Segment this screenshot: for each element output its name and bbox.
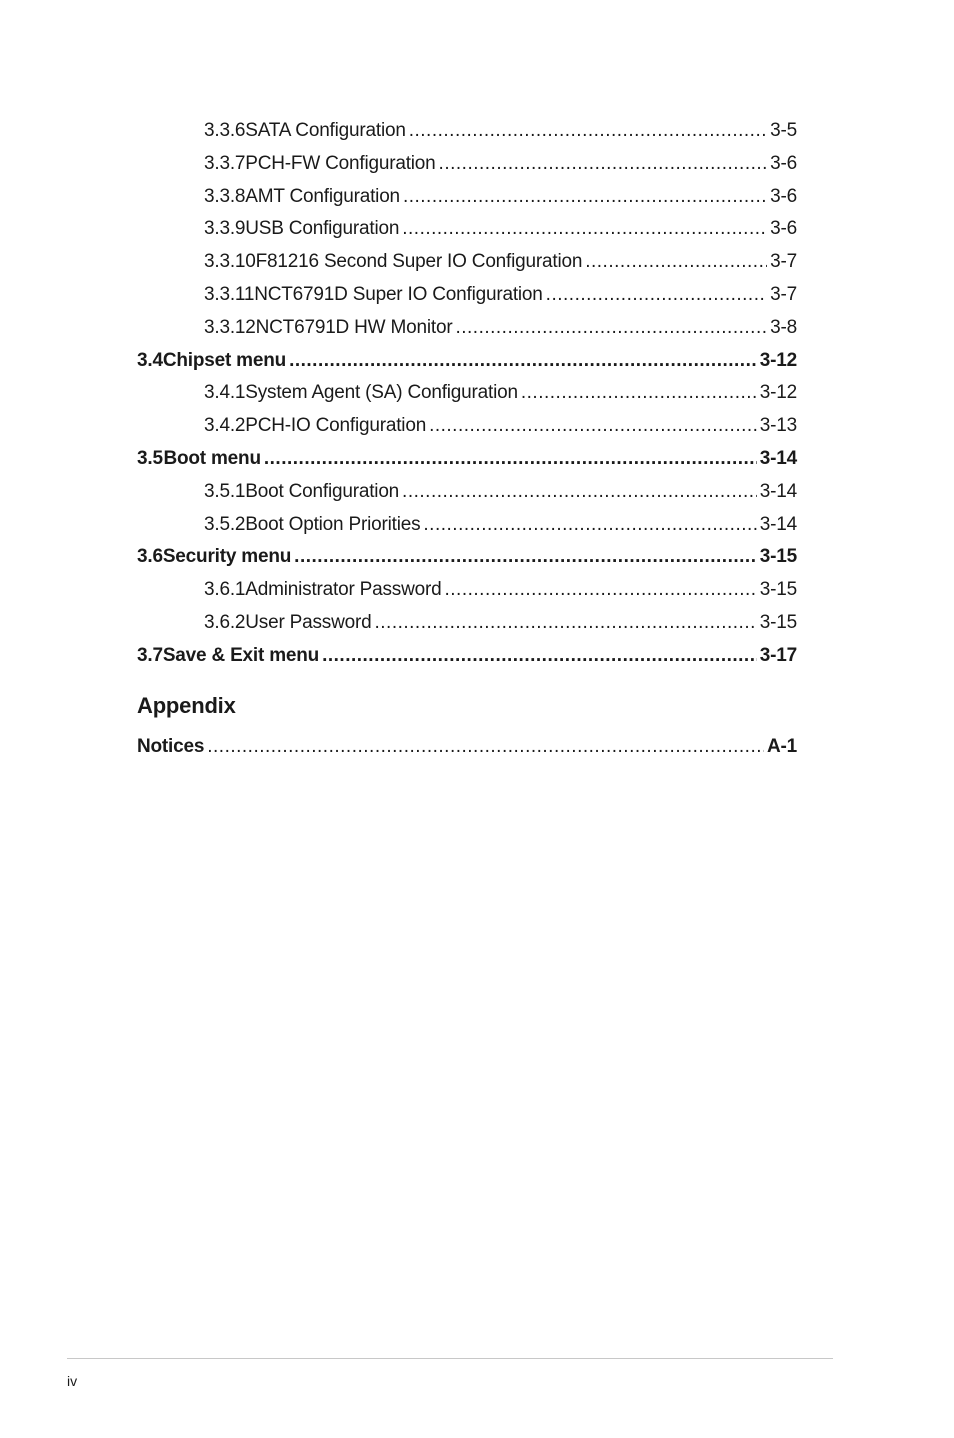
dot-leader bbox=[521, 377, 757, 410]
toc-entry-page: 3-14 bbox=[759, 480, 797, 502]
toc-entry-number: 3.6.2 bbox=[204, 611, 246, 633]
toc-entry[interactable] bbox=[137, 607, 797, 640]
toc-entry-number: 3.3.9 bbox=[204, 218, 246, 240]
toc-entry-notices[interactable] bbox=[137, 731, 797, 764]
toc-entry-page: 3-15 bbox=[759, 546, 797, 568]
toc-entry[interactable] bbox=[137, 115, 797, 148]
footer-page-number: iv bbox=[67, 1373, 78, 1389]
dot-leader bbox=[402, 213, 767, 246]
dot-leader bbox=[429, 410, 757, 443]
toc-entry-title: PCH-FW Configuration bbox=[245, 152, 436, 174]
dot-leader bbox=[423, 509, 756, 542]
toc-entry-number: 3.4 bbox=[137, 349, 163, 371]
toc-entry-number: 3.6 bbox=[137, 546, 163, 568]
dot-leader bbox=[322, 640, 757, 673]
toc-entry[interactable] bbox=[137, 148, 797, 181]
footer-divider bbox=[67, 1358, 833, 1359]
toc-entry-title: System Agent (SA) Configuration bbox=[245, 382, 518, 404]
toc-entry-title: Save & Exit menu bbox=[162, 644, 320, 666]
dot-leader bbox=[455, 312, 767, 345]
toc-entry-number: 3.3.7 bbox=[204, 152, 246, 174]
toc-entry-title: AMT Configuration bbox=[245, 185, 400, 207]
toc-entry[interactable] bbox=[137, 279, 797, 312]
toc-entry[interactable] bbox=[137, 345, 797, 378]
toc-entry-page: 3-12 bbox=[759, 349, 797, 371]
toc-entry[interactable] bbox=[137, 574, 797, 607]
toc-entry-title: Administrator Password bbox=[245, 579, 442, 601]
dot-leader bbox=[264, 443, 757, 476]
dot-leader bbox=[403, 181, 767, 214]
toc-entry-number: 3.4.2 bbox=[204, 415, 246, 437]
toc-entry-page: 3-7 bbox=[770, 283, 797, 305]
toc-entry-title: User Password bbox=[245, 611, 372, 633]
dot-leader bbox=[402, 476, 757, 509]
table-of-contents bbox=[137, 115, 797, 763]
toc-entry-number: 3.4.1 bbox=[204, 382, 246, 404]
toc-entry-page: 3-6 bbox=[770, 152, 797, 174]
toc-entry-page: 3-15 bbox=[759, 579, 797, 601]
toc-entry-title: NCT6791D HW Monitor bbox=[255, 316, 453, 338]
toc-entry-number: 3.5.2 bbox=[204, 513, 246, 535]
toc-entry-title: Notices bbox=[137, 735, 205, 757]
dot-leader bbox=[207, 731, 764, 764]
toc-entry-title: Security menu bbox=[162, 546, 292, 568]
toc-entry-page: 3-14 bbox=[759, 513, 797, 535]
toc-entry-page: 3-17 bbox=[759, 644, 797, 666]
toc-entry-number: 3.7 bbox=[137, 644, 163, 666]
toc-entry-title: Boot menu bbox=[163, 447, 261, 469]
dot-leader bbox=[289, 345, 757, 378]
toc-entry-page: 3-12 bbox=[759, 382, 797, 404]
toc-entry[interactable] bbox=[137, 640, 797, 673]
toc-entry-title: PCH-IO Configuration bbox=[245, 415, 427, 437]
toc-entry[interactable] bbox=[137, 377, 797, 410]
toc-entry-number: 3.3.11 bbox=[204, 283, 255, 305]
toc-entry-number: 3.5.1 bbox=[204, 480, 246, 502]
toc-entry-page: 3-6 bbox=[770, 185, 797, 207]
toc-entry-title: Boot Option Priorities bbox=[245, 513, 421, 535]
toc-entry-page: 3-7 bbox=[770, 251, 797, 273]
dot-leader bbox=[439, 148, 768, 181]
toc-entry[interactable] bbox=[137, 443, 797, 476]
toc-entry[interactable] bbox=[137, 410, 797, 443]
toc-entry-number: 3.3.10 bbox=[204, 251, 256, 273]
toc-entry-page: 3-14 bbox=[759, 447, 797, 469]
toc-entry[interactable] bbox=[137, 476, 797, 509]
toc-entry-page: 3-5 bbox=[770, 120, 797, 141]
toc-entry-number: 3.3.12 bbox=[204, 316, 256, 338]
toc-entry-title: SATA Configuration bbox=[245, 120, 406, 141]
toc-entry-title: F81216 Second Super IO Configuration bbox=[255, 251, 583, 273]
toc-entry-page: A-1 bbox=[766, 735, 797, 757]
toc-list bbox=[137, 115, 797, 673]
toc-entry-title: Boot Configuration bbox=[245, 480, 400, 502]
toc-entry-title: USB Configuration bbox=[245, 218, 400, 240]
toc-entry-number: 3.5 bbox=[137, 447, 163, 469]
toc-entry-number: 3.3.8 bbox=[204, 185, 246, 207]
dot-leader bbox=[409, 115, 767, 148]
toc-entry[interactable] bbox=[137, 312, 797, 345]
toc-entry-title: NCT6791D Super IO Configuration bbox=[254, 283, 543, 305]
toc-entry[interactable] bbox=[137, 509, 797, 542]
toc-entry-page: 3-8 bbox=[770, 316, 797, 338]
toc-entry[interactable] bbox=[137, 246, 797, 279]
dot-leader bbox=[445, 574, 757, 607]
dot-leader bbox=[374, 607, 756, 640]
toc-entry-title: Chipset menu bbox=[162, 349, 287, 371]
toc-entry[interactable] bbox=[137, 541, 797, 574]
dot-leader bbox=[294, 541, 757, 574]
toc-entry-page: 3-13 bbox=[759, 415, 797, 437]
toc-entry[interactable] bbox=[137, 181, 797, 214]
toc-entry[interactable] bbox=[137, 213, 797, 246]
toc-entry-number: 3.3.6 bbox=[204, 120, 246, 141]
dot-leader bbox=[546, 279, 767, 312]
dot-leader bbox=[585, 246, 767, 279]
toc-entry-page: 3-15 bbox=[759, 611, 797, 633]
toc-entry-number: 3.6.1 bbox=[204, 579, 246, 601]
toc-entry-page: 3-6 bbox=[770, 218, 797, 240]
appendix-heading: Appendix bbox=[137, 692, 236, 718]
